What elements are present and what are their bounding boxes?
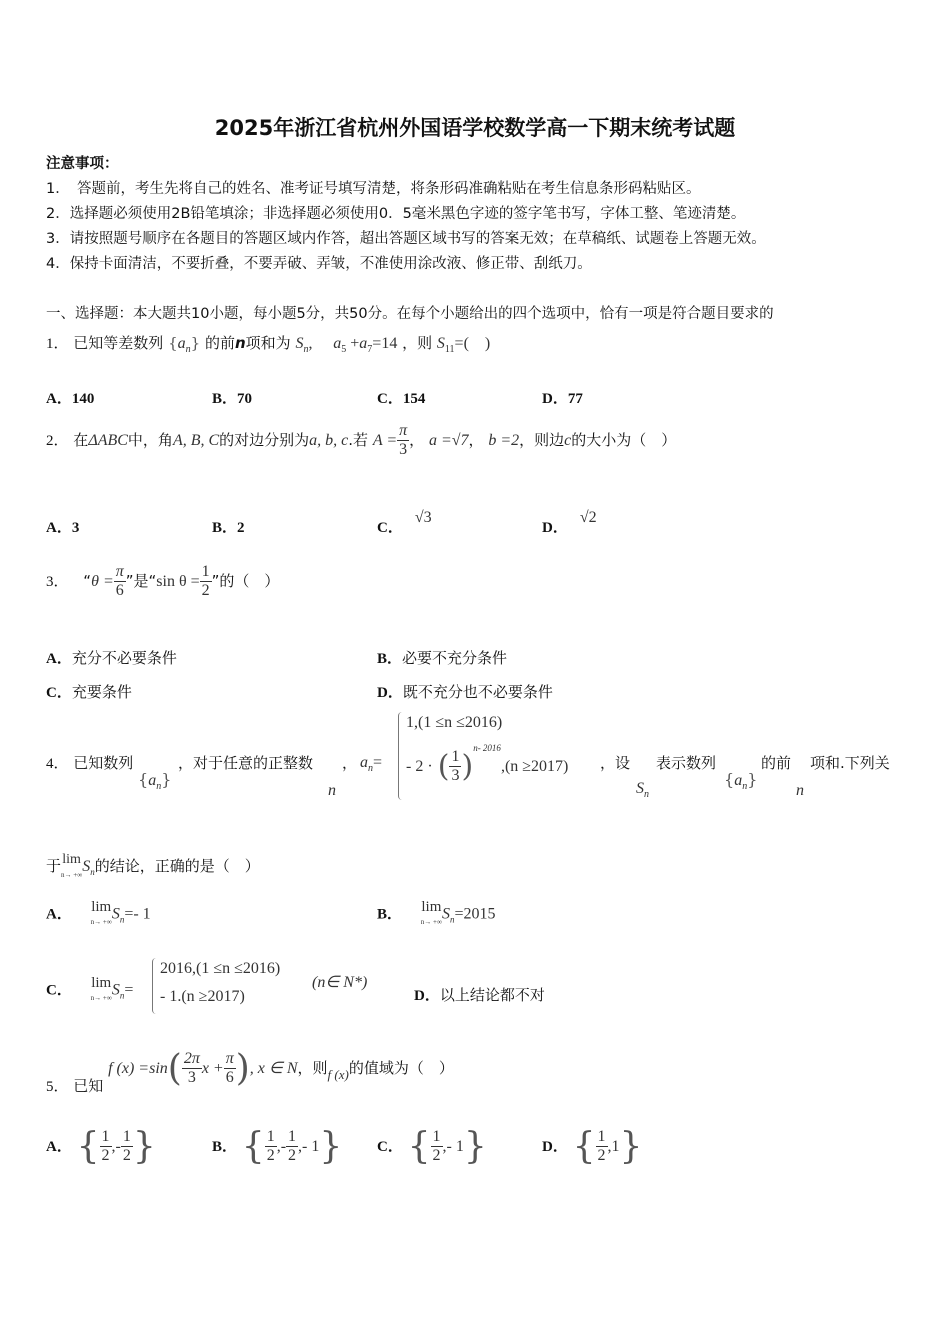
q4-case-brace [398,712,402,800]
q1-option-c[interactable]: C．154 [377,391,426,407]
q4-sn: $S_n$ [636,780,649,801]
note-item-4: 4．保持卡面清洁，不要折叠，不要弄破、弄皱，不准使用涂改液、修正带、刮纸刀。 [46,256,592,272]
question-2: 2． 在ΔABC中，角A, B, C的对边分别为a, b, c.若 A = $\frac{\pi}{3}$ ， a =√7， b =2，则边c的大小为（ ） [46,422,677,458]
q1-option-a[interactable]: A．140 [46,391,95,407]
q4-option-a[interactable]: A． lim $n\to +\infty S_n=-$ 1 [46,899,151,926]
q4-line-1: 4． 已知数列 [46,754,134,772]
q1-text-1: 已知等差数列 [73,334,164,352]
note-item-3: 3．请按照题号顺序在各题目的答题区域内作答，超出答题区域书写的答案无效；在草稿纸、试题卷上答题无效。 [46,231,766,247]
q2-option-d[interactable]: D．√2 [542,509,597,536]
q4-case-2: - 2 · ( $\frac{1}{3}$ )$^{n- 2016}$,(n ≥2017) [406,742,569,784]
q1-option-b[interactable]: B．70 [212,391,253,407]
q4-case-1: 1,(1 ≤n ≤2016) [406,714,503,731]
q4-an-label: $a_n=$ [360,754,383,775]
q4-seq-a: $\{a_n\}$ [138,770,172,793]
q4c-case-brace [152,958,156,1014]
q3-option-b[interactable]: B．必要不充分条件 [377,649,508,667]
q4-line-2: 于lim $n\to +\infty S_n$的结论，正确的是（ ） [46,852,260,879]
question-1: 1． 已知等差数列 $\{a_n\}$ 的前n项和为 $S_n$, $a_5 +a_7=14$ ，则 $S_{11}=$( ) [46,334,491,355]
note-item-1: 1． 答题前，考生先将自己的姓名、准考证号填写清楚，将条形码准确粘贴在考生信息条形码粘贴区。 [46,181,701,197]
section-header: 一、选择题：本大题共10小题，每小题5分，共50分。在每个小题给出的四个选项中，恰有一项是符合题目要求的 [46,306,774,322]
q4-option-b[interactable]: B． lim $n\to +\infty S_n=2015$ [377,899,496,926]
q2-option-c[interactable]: C．√3 [377,509,432,536]
q5-option-b[interactable]: B． { $\frac{1}{2}$ ,- $\frac{1}{2}$ ,- 1} [212,1126,343,1167]
question-5: 5． 已知 f (x) =sin( $\frac{2\pi}{3}$ x + $\frac{\pi}{6}$ ), x ∈ N，则f (x)的值域为（ ） [46,1048,454,1095]
q2-option-a[interactable]: A．3 [46,520,80,536]
question-3: 3． “θ = $\frac{\pi}{6}$ ”是“sin θ = $\frac{1}{2}$ ”的（ ） [46,563,280,599]
q3-option-d[interactable]: D．既不充分也不必要条件 [377,683,553,701]
note-item-2: 2．选择题必须使用2B铅笔填涂；非选择题必须使用0．5毫米黑色字迹的签字笔书写，字体工整、笔迹清楚。 [46,206,746,222]
q3-option-c[interactable]: C．充要条件 [46,683,132,701]
q1-option-d[interactable]: D．77 [542,391,583,407]
page-title: 2025年浙江省杭州外国语学校数学高一下期末统考试题 [214,116,736,140]
q4-option-c[interactable]: C． lim $n\to +\infty S_n=$ [46,975,134,1002]
q4-seq-b: $\{a_n\}$ [724,770,758,793]
q5-option-c[interactable]: C． { $\frac{1}{2}$ ,- 1} [377,1126,487,1167]
q2-option-b[interactable]: B．2 [212,520,245,536]
q4-option-d[interactable]: D．以上结论都不对 [414,986,545,1004]
q3-option-a[interactable]: A．充分不必要条件 [46,649,177,667]
q1-number: 1． [46,336,69,352]
notes-heading: 注意事项： [46,156,119,172]
q5-option-d[interactable]: D． { $\frac{1}{2}$ ,1} [542,1126,643,1167]
q5-option-a[interactable]: A． { $\frac{1}{2}$ ,- $\frac{1}{2}$ } [46,1126,156,1167]
